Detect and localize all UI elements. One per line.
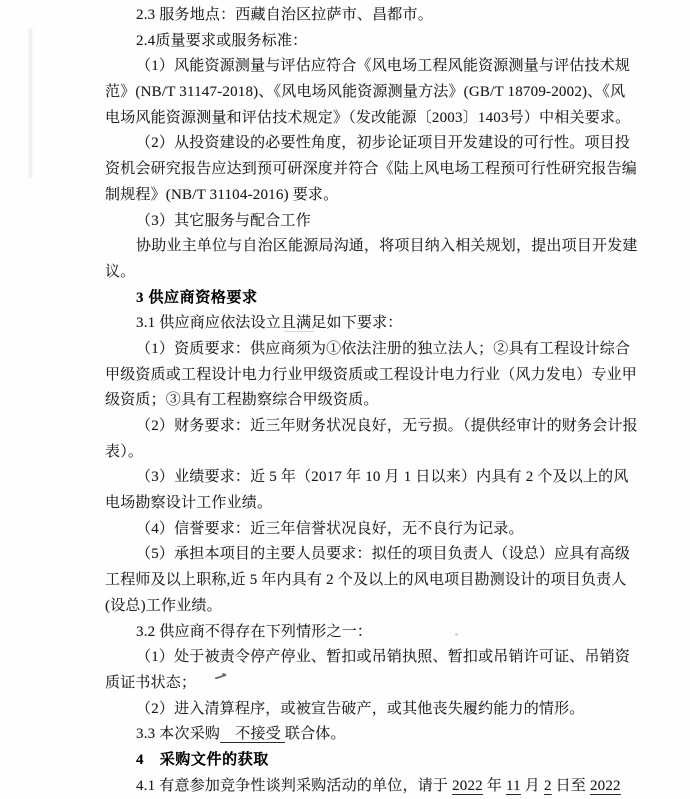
text-segment: （4）信誉要求：近三年信誉状况良好，无不良行为记录。 — [136, 520, 524, 537]
text-line — [105, 440, 690, 466]
text-segment: 3.1 供应商应依法设立且满足如下要求： — [136, 315, 403, 332]
text-line — [105, 131, 690, 157]
text-segment: 4 采购文件的获取 — [136, 751, 269, 768]
scan-shadow-artifact — [29, 28, 32, 178]
text-line — [105, 29, 690, 55]
text-segment: （2）财务要求：近三年财务状况良好，无亏损。（提供经审计的财务会计报 — [136, 418, 638, 434]
text-segment: （3）业绩要求：近 5 年（2017 年 10 月 1 日以来）内具有 2 个及以上的风 — [136, 469, 629, 486]
underlined-text-segment: 不接受 — [220, 726, 285, 743]
text-segment: 范》(NB/T 31147-2018)、《风电场风能资源测量方法》(GB/T 18709-2002)、《风 — [105, 84, 626, 101]
text-line — [105, 388, 690, 414]
underlined-text-segment: 2022 — [452, 777, 483, 794]
underlined-text-segment: 2 — [543, 777, 552, 794]
underlined-text-segment: 11 — [505, 777, 521, 794]
text-line — [105, 54, 690, 80]
text-line — [105, 414, 690, 440]
text-segment: （2）从投资建设的必要性角度，初步论证项目开发建设的可行性。项目投 — [136, 135, 631, 152]
text-line — [105, 568, 690, 594]
text-segment: 3.3 本次采购 — [136, 726, 221, 743]
text-line — [105, 260, 690, 286]
text-segment: 甲级资质或工程设计电力行业甲级资质或工程设计电力行业（风力发电）专业甲 — [105, 366, 638, 383]
text-line — [105, 594, 690, 620]
text-segment: （1）处于被责令停产停业、暂扣或吊销执照、暂扣或吊销许可证、吊销资 — [136, 649, 631, 666]
underlined-text-segment: 2022 — [589, 777, 621, 794]
text-segment: 资机会研究报告应达到预可研深度并符合《陆上风电场工程预可行性研究报告编 — [105, 161, 638, 178]
text-line — [105, 183, 690, 209]
text-segment: 2.4质量要求或服务标准： — [136, 32, 308, 49]
text-segment: 级资质；③具有工程勘察综合甲级资质。 — [105, 392, 379, 409]
text-segment: （5）承担本项目的主要人员要求：拟任的项目负责人（设总）应具有高级 — [136, 546, 631, 563]
text-segment: 4.1 有意参加竞争性谈判采购活动的单位，请于 — [136, 777, 453, 794]
text-segment: 2.3 服务地点：西藏自治区拉萨市、昌都市。 — [136, 7, 433, 23]
text-line — [105, 620, 690, 646]
text-segment: (设总)工作业绩。 — [105, 597, 222, 614]
text-segment: 议。 — [105, 263, 136, 280]
scan-noise-underline — [284, 331, 314, 332]
text-line — [105, 234, 690, 260]
text-line — [105, 80, 690, 106]
text-line — [105, 542, 690, 568]
text-line — [105, 697, 690, 723]
text-segment: 电场勘察设计工作业绩。 — [105, 495, 273, 512]
text-segment: 年 — [482, 777, 506, 794]
text-segment: （1）风能资源测量与评估应符合《风电场工程风能资源测量与评估技术规 — [136, 58, 631, 75]
text-segment: 联合体。 — [284, 726, 346, 743]
text-segment: （1）资质要求：供应商须为①依法注册的独立法人；②具有工程设计综合 — [136, 340, 631, 357]
text-line — [105, 157, 690, 183]
text-line — [105, 671, 690, 697]
text-segment: 3 供应商资格要求 — [136, 289, 258, 306]
text-line — [105, 3, 690, 29]
text-segment: 制规程》(NB/T 31104-2016) 要求。 — [105, 186, 339, 203]
text-segment: 质证书状态； — [105, 674, 197, 691]
document-body — [105, 3, 690, 799]
text-line — [105, 106, 690, 132]
text-segment: （2）进入清算程序，或被宣告破产，或其他丧失履约能力的情形。 — [136, 700, 585, 717]
text-line — [105, 337, 690, 363]
text-line — [105, 517, 690, 543]
text-segment: 表）。 — [105, 443, 144, 460]
text-line — [105, 363, 690, 389]
text-line — [105, 748, 690, 774]
text-line — [105, 465, 690, 491]
text-line — [105, 286, 690, 312]
text-line — [105, 645, 690, 671]
text-segment: （3）其它服务与配合工作 — [136, 212, 311, 229]
text-segment: 日至 — [551, 777, 590, 794]
text-line — [105, 209, 690, 235]
text-line — [105, 311, 690, 337]
text-segment: 协助业主单位与自治区能源局沟通，将项目纳入相关规划，提出项目开发建 — [136, 238, 638, 255]
text-line — [105, 491, 690, 517]
text-line — [105, 722, 690, 748]
text-segment: 3.2 供应商不得存在下列情形之一： — [136, 623, 373, 640]
text-segment: 月 — [520, 777, 544, 794]
text-segment: 电场风能资源测量和评估技术规定》（发改能源〔2003〕1403号）中相关要求。 — [105, 109, 631, 126]
text-line — [105, 774, 690, 799]
text-segment: 工程师及以上职称,近 5 年内具有 2 个及以上的风电项目勘测设计的项目负责人 — [105, 572, 627, 589]
scan-speck-artifact — [455, 633, 458, 636]
